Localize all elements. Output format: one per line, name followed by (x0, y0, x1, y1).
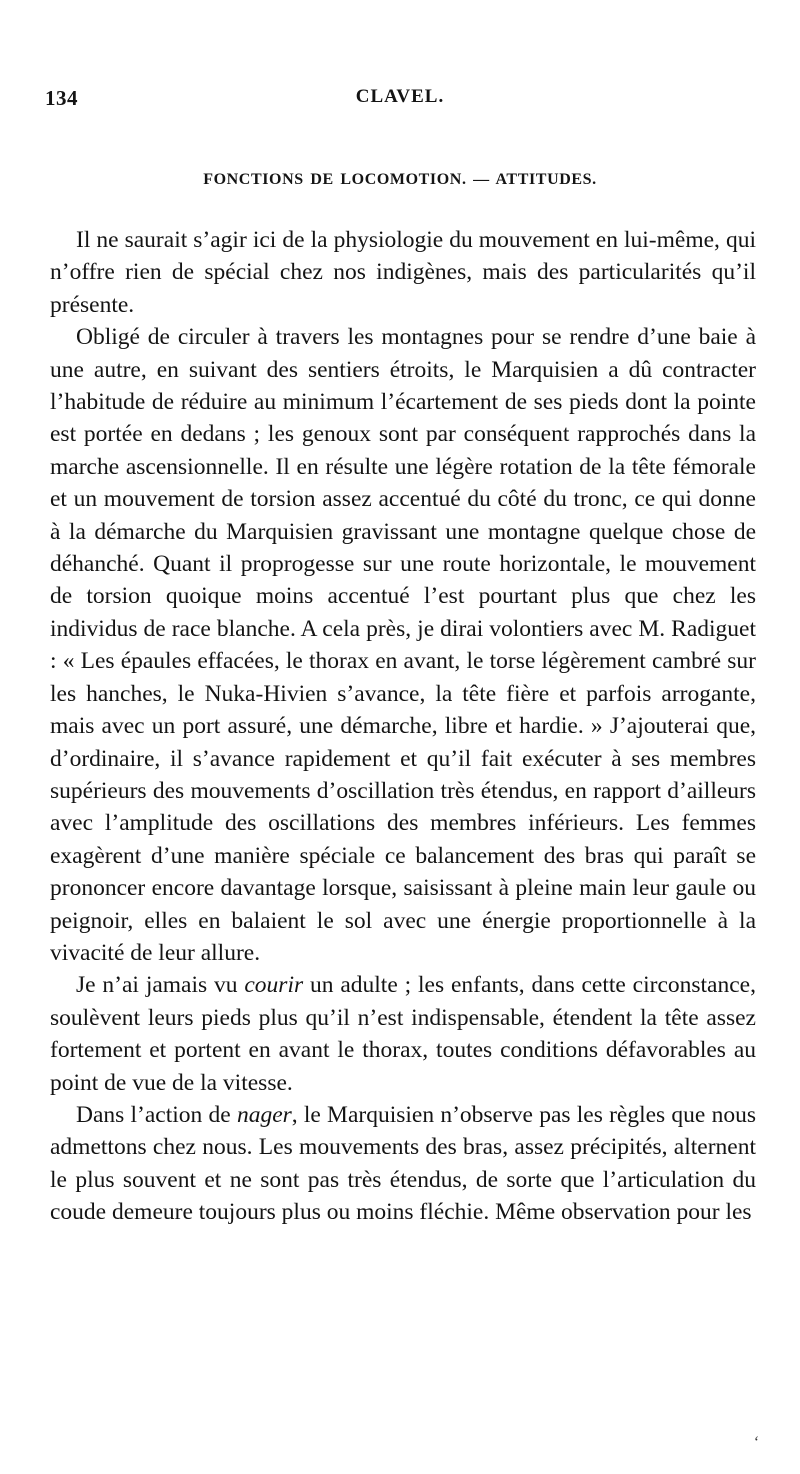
section-heading: FONCTIONS DE LOCOMOTION. — ATTITUDES. (203, 171, 597, 188)
paragraph-1: Il ne saurait s’agir ici de la physiologie du mouvement en lui-même, qui n’offre rien de spécial chez nos indigènes, mais des particularités qu’il présente. (50, 227, 756, 318)
paragraph-3-text-after: un adulte ; les enfants, dans cette circonstance, soulèvent leurs pieds plus qu’il n’est indispensable, étendent la tête assez fortement et portent en avant le thorax, toutes conditions défavorables au point de vue de la vitesse. (50, 972, 756, 1096)
page-number: 134 (45, 86, 78, 110)
emphasized-word-courir: courir (244, 972, 304, 999)
emphasized-word-nager: nager (236, 1101, 292, 1128)
paragraph-3-text-before: Je n’ai jamais vu (76, 972, 245, 999)
body-text (50, 224, 756, 1229)
running-title: CLAVEL. (355, 86, 445, 107)
page-header (45, 86, 755, 116)
paragraph-4-text-before: Dans l’action de (76, 1101, 237, 1128)
paragraph-2: Obligé de circuler à travers les montagnes pour se rendre d’une baie à une autre, en suivant des sentiers étroits, le Marquisien a dû contracter l’habitude de réduire au minimum l’écartement de ses pieds dont la pointe est portée en dedans ; les genoux sont par conséquent rapprochés dans la marche ascensionnelle. Il en résulte une légère rotation de la tête fémorale et un mouvement de torsion assez accentué du côté du tronc, ce qui donne à la démarche du Marquisien gravissant une montagne quelque chose de déhanché. Quant il proprogesse sur une route horizontale, le mouvement de torsion quoique moins accentué l’est pourtant plus que chez les individus de race blanche. A cela près, je dirai volontiers avec M. Radiguet : « Les épaules effacées, le thorax en avant, le torse légèrement cambré sur les hanches, le Nuka-Hivien s’avance, la tête fière et parfois arrogante, mais avec un port assuré, une démarche, libre et hardie. » J’ajouterai que, d’ordinaire, il s’avance rapidement et qu’il fait exécuter à ses membres supérieurs des mouvements d’oscillation très étendus, en rapport d’ailleurs avec l’amplitude des oscillations des membres inférieurs. Les femmes exagèrent d’une manière spéciale ce balancement des bras qui paraît se prononcer encore davantage lorsque, saisissant à pleine main leur gaule ou peignoir, elles en balaient le sol avec une énergie proportionnelle à la vivacité de leur allure. (50, 324, 756, 966)
paragraph-3 (50, 969, 756, 1099)
footer-mark: ‘ (753, 1434, 759, 1451)
paragraph-4 (50, 1099, 756, 1229)
paragraph-4-text-after: , le Marquisien n’observe pas les règles que nous admettons chez nous. Les mouvements des bras, assez précipités, alternent le plus souvent et ne sont pas très étendus, de sorte que l’articulation du coude demeure toujours plus ou moins fléchie. Même observation pour les (50, 1101, 756, 1226)
